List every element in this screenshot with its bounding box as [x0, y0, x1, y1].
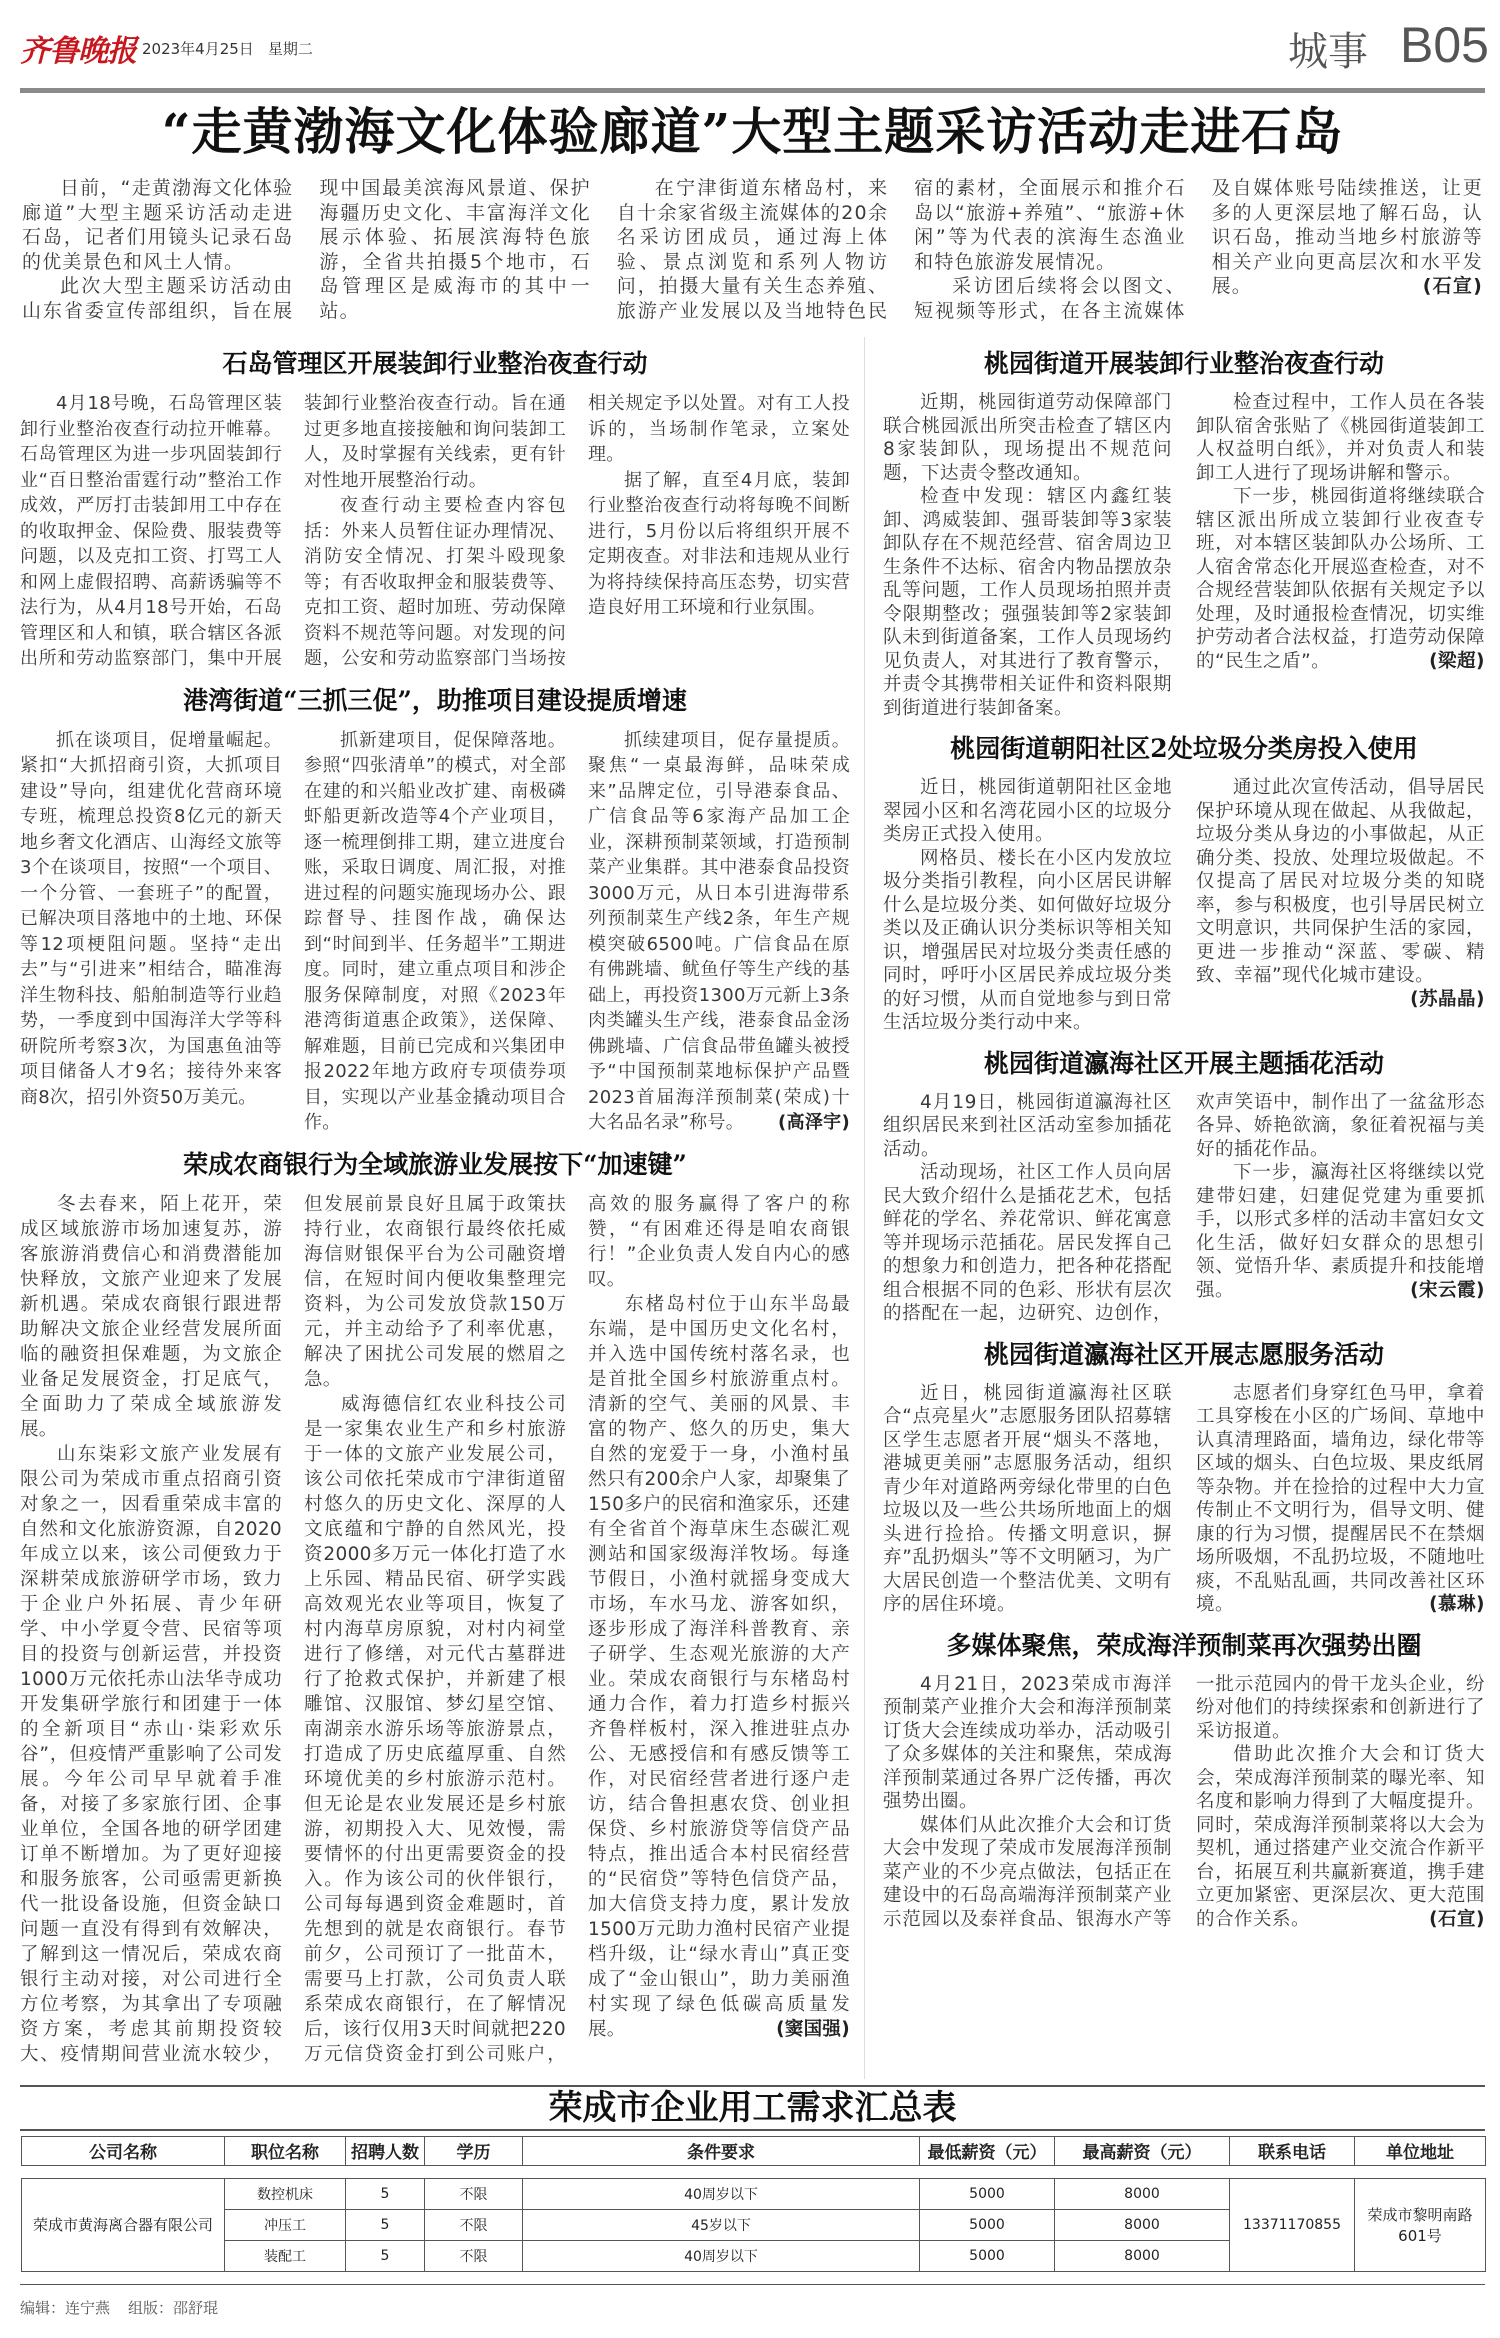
- article-paragraph: [1196, 776, 1485, 1010]
- count-cell: 5: [346, 2209, 425, 2240]
- header-phone: 联系电话: [1230, 2136, 1355, 2165]
- paragraph-text: 东楮岛村位于山东半岛最东端，是中国历史文化名村，并入选中国传统村落名录，也是首批全国乡村旅游重点村。清新的空气、美丽的风景、丰富的物产、悠久的历史，集大自然的宠爱于一身，小渔村虽然只有200余户人家，却聚集了150多户的民宿和渔家乐，还建有全省首个海草床生态碳汇观测站和国家级海洋牧场。每逢节假日，小渔村就摇身变成大市场，车水马龙、游客如织，逐步形成了海洋科普教育、亲子研学、生态观光旅游的大产业。荣成农商银行与东楮岛村通力合作，着力打造乡村振兴齐鲁样板村，深入推进驻点办公、无感授信和有感反馈等工作，对民宿经营者进行逐户走访，结合鲁担惠农贷、创业担保贷、乡村旅游贷等信贷产品特点，推出适合本村民宿经营的“民宿贷”等特色信贷产品，加大信贷支持力度，累计发放1500万元助力渔村民宿产业提档升级，让“绿水青山”真正变成了“金山银山”，助力美丽渔村实现了绿色低碳高质量发展。: [588, 1293, 850, 2040]
- paragraph-text: 近日，桃园街道朝阳社区金地翠园小区和名湾花园小区的垃圾分类房正式投入使用。: [883, 777, 1172, 845]
- garbage-article-body: [883, 776, 1485, 1035]
- position-cell: 冲压工: [225, 2209, 346, 2240]
- count-cell: 5: [346, 2178, 425, 2209]
- max-salary-cell: 8000: [1055, 2240, 1230, 2271]
- article-paragraph: [1196, 1161, 1485, 1302]
- address-cell: 荣成市黎明南路601号: [1355, 2178, 1486, 2271]
- paragraph-text: 据了解，直至4月底，装卸行业整治夜查行动将每晚不间断进行，5月份以后将组织开展不定期夜查。对非法和违规从业行为将持续保持高压态势，切实营造良好用工环境和行业氛围。: [588, 469, 850, 618]
- paragraph-text: 此次大型主题采访活动由山东省委宣传部组织，旨在展现中国最美滨海风景道、保护海疆历史文化、丰富海洋文化展示体验、拓展滨海特色旅游，全省共拍摄5个地市，石岛管理区是威海市的其中一站。: [22, 177, 591, 322]
- taoyuan-loading-title: 桃园街道开展装卸行业整治夜查行动: [983, 349, 1384, 378]
- paragraph-text: 抓新建项目，促保障落地。参照“四张清单”的模式，对全部在建的和兴船业改扩建、南极磷虾船更新改造等4个产业项目，逐一梳理倒排工期，建立进度台账，采取日调度、周汇报，对推进过程的问题实施现场办公、跟踪督导、挂图作战，确保达到“时间到半、任务超半”工期进度。同时，建立重点项目和涉企服务保障制度，对照《2023年港湾街道惠企政策》，送保障、解难题，目前已完成和兴集团申报2022年地方政府专项债券项目，实现以产业基金撬动项目合作。: [304, 729, 566, 1133]
- page-number: B05: [1400, 17, 1489, 73]
- volunteer-article-title: 桃园街道瀛海社区开展志愿服务活动: [983, 1339, 1384, 1369]
- paragraph-text: 日前，“走黄渤海文化体验廊道”大型主题采访活动走进石岛，记者们用镜头记录石岛的优美景色和风土人情。: [22, 177, 294, 273]
- article-paragraph: [588, 728, 850, 1136]
- requirement-cell: 40周岁以下: [523, 2178, 920, 2209]
- header-count: 招聘人数: [346, 2136, 425, 2165]
- gangwan-article-title: 港湾街道“三抓三促”，助推项目建设提质增速: [183, 685, 687, 715]
- paragraph-text: 抓在谈项目，促增量崛起。紧扣“大抓招商引资，大抓项目建设”导向，组建优化营商环境专班，梳理总投资8亿元的新天地乡奢文化酒店、山海经文旅等3个在谈项目，按照“一个项目、一个分管、一套班子”的配置，已解决项目落地中的土地、环保等12项梗阻问题。坚持“走出去”与“引进来”相结合，瞄准海洋生物科技、船舶制造等行业趋势，一季度到中国海洋大学等科研院所考察3次，为国惠鱼油等项目储备人才9名；接待外来客商8次，招引外资50万美元。: [20, 729, 282, 1108]
- article-paragraph: [883, 391, 1172, 485]
- max-salary-cell: 8000: [1055, 2209, 1230, 2240]
- table-title-rule: [20, 2129, 1485, 2131]
- bank-article: [20, 1148, 850, 2067]
- lead-headline: “走黄渤海文化体验廊道”大型主题采访活动走进石岛: [161, 102, 1344, 161]
- article-paragraph: [1196, 391, 1485, 485]
- article-paragraph: [883, 1673, 1172, 1814]
- position-cell: 数控机床: [225, 2178, 346, 2209]
- gangwan-article: [20, 684, 850, 1136]
- article-paragraph: [1196, 1743, 1485, 1931]
- article-paragraph: [1196, 1382, 1485, 1617]
- jobs-table-header: [21, 2136, 1486, 2166]
- weekday-text: 星期二: [267, 40, 313, 58]
- paragraph-text: 通过此次宣传活动，倡导居民保护环境从现在做起、从我做起，垃圾分类从身边的小事做起，从正确分类、投放、处理垃圾做起。不仅提高了居民对垃圾分类的知晓率，参与积极度，也引导居民树立文明意识，共同保护生活的家园，更进一步推动“深蓝、零碳、精致、幸福”现代化城市建设。: [1196, 777, 1485, 986]
- bank-article-body: [20, 1192, 850, 2067]
- volunteer-article: [883, 1338, 1485, 1617]
- paragraph-text: 山东柒彩文旅产业发展有限公司为荣成市重点招商引资对象之一，因看重荣成丰富的自然和文化旅游资源，自2020年成立以来，该公司便致力于深耕荣成旅游研学市场，致力于企业户外拓展、青少年研学、中小学夏令营、民宿等项目的投资与创新运营，并投资1000万元依托赤山法华寺成功开发集研学旅行和团建于一体的全新项目“赤山·柒彩欢乐谷”，但疫情严重影响了公司发展。今年公司早早就着手准备，对接了多家旅行团、企事业单位，全国各地的研学团建订单不断增加。为了更好迎接和服务旅客，公司亟需更新换代一批设备设施，但资金缺口问题一直没有得到有效解决，了解到这一情况后，荣成农商银行主动对接，对公司进行全方位考察，为其拿出了专项融资方案，考虑其前期投资较大、疫情期间营业流水较少，但发展前景良好且属于政策扶持行业，农商银行最终依托威海信财银保平台为公司融资增信，在短时间内便收集整理完资料，为公司发放贷款150万元，并主动给予了利率优惠，解决了困扰公司发展的燃眉之急。: [20, 1193, 566, 2065]
- paragraph-text: 网格员、楼长在小区内发放垃圾分类指引教程，向小区居民讲解什么是垃圾分类、如何做好垃圾分类以及正确认识分类标识等相关知识，增强居民对垃圾分类责任感的同时，呼吁小区居民养成垃圾分类的好习惯，从而自觉地参与到日常生活垃圾分类行动中来。: [883, 847, 1172, 1033]
- jobs-table-title: 荣成市企业用工需求汇总表: [548, 2087, 957, 2128]
- header-education: 学历: [425, 2136, 523, 2165]
- media-article: [883, 1629, 1485, 1932]
- paragraph-text: 活动现场，社区工作人员向居民大致介绍什么是插花艺术，包括鲜花的学名、养花常识、鲜花寓意等并现场示范插花。居民发挥自己的想象力和创造力，把各种花搭配组合根据不同的色彩、形状有层次的搭配在一起，边研究、边创作，欢声笑语中，制作出了一盆盆形态各异、娇艳欲滴，象征着祝福与美好的插花作品。: [883, 1091, 1485, 1324]
- table-bottom-rule: [20, 2284, 1485, 2286]
- article-paragraph: [883, 1382, 1172, 1617]
- garbage-article-title: 桃园街道朝阳社区2处垃圾分类房投入使用: [950, 734, 1418, 763]
- paragraph-text: 近日，桃园街道瀛海社区联合“点亮星火”志愿服务团队招募辖区学生志愿者开展“烟头不落地，港城更美丽”志愿服务活动，组织青少年对道路两旁绿化带里的白色垃圾以及一些公共场所地面上的烟头进行捡拾。传播文明意识，摒弃”乱扔烟头”等不文明陋习，为广大居民创造一个整洁优美、文明有序的居住环境。: [883, 1382, 1172, 1615]
- header-requirement: 条件要求: [523, 2136, 920, 2165]
- paragraph-text: 下一步，桃园街道将继续联合辖区派出所成立装卸行业夜查专班，对本辖区装卸队办公场所、工人宿舍常态化开展巡查检查，对不合规经营装卸队依据有关规定予以处理，及时通报检查情况，切实维护劳动者合法权益，打造劳动保障的“民生之盾”。: [1196, 486, 1485, 672]
- paragraph-text: 抓续建项目，促存量提质。聚焦“一桌最海鲜，品味荣成来”品牌定位，引导港泰食品、广信食品等6家海产品加工企业，深耕预制菜领域，打造预制菜产业集群。其中港泰食品投资3000万元，从日本引进海带系列预制菜生产线2条，年生产规模突破6500吨。广信食品在原有佛跳墙、鱿鱼仔等生产线的基础上，再投资1300万元新上3条肉类罐头生产线，港泰食品金汤佛跳墙、广信食品带鱼罐头被授予“中国预制菜地标保护产品暨2023首届海洋预制菜(荣成)十大名品名录”称号。: [588, 729, 850, 1133]
- min-salary-cell: 5000: [920, 2209, 1055, 2240]
- editor-credit: 编辑：连宁燕: [20, 2299, 111, 2317]
- paragraph-text: 检查过程中，工作人员在各装卸队宿舍张贴了《桃园街道装卸工人权益明白纸》，并对负责人和装卸工人进行了现场讲解和警示。: [1196, 392, 1485, 484]
- article-byline: (窦国强): [776, 2018, 850, 2040]
- lead-article-body: [20, 176, 1485, 323]
- left-column: [20, 337, 865, 2079]
- flowers-article-title: 桃园街道瀛海社区开展主题插花活动: [983, 1048, 1384, 1078]
- article-paragraph: [883, 1091, 1172, 1162]
- header-position: 职位名称: [225, 2136, 346, 2165]
- gangwan-article-body: [20, 728, 850, 1136]
- education-cell: 不限: [425, 2209, 523, 2240]
- header-max-salary: 最高薪资（元）: [1055, 2136, 1230, 2165]
- education-cell: 不限: [425, 2178, 523, 2209]
- article-byline: (苏晶晶): [1410, 988, 1485, 1010]
- article-paragraph: [588, 1292, 850, 2042]
- paragraph-text: 采访团后续将会以图文、短视频等形式，在各主流媒体及自媒体账号陆续推送，让更多的人更深层地了解石岛，认识石岛，推动当地乡村旅游等相关产业向更高层次和水平发展。: [914, 177, 1483, 322]
- shidao-article-title: 石岛管理区开展装卸行业整治夜查行动: [222, 349, 648, 378]
- min-salary-cell: 5000: [920, 2240, 1055, 2271]
- article-paragraph: [22, 176, 293, 274]
- article-paragraph: [20, 728, 282, 1111]
- layout-credit: 组版：邵舒琨: [128, 2299, 219, 2317]
- flowers-article-body: [883, 1091, 1485, 1326]
- requirement-cell: 40周岁以下: [523, 2240, 920, 2271]
- paragraph-text: 4月18号晚，石岛管理区装卸行业整治夜查行动拉开帷幕。石岛管理区为进一步巩固装卸行业“百日整治雷霆行动”整治工作成效，严厉打击装卸用工中存在的收取押金、保险费、服装费等问题，以及克扣工资、打骂工人和网上虚假招聘、高薪诱骗等不法行为，从4月18号开始，石岛管理区和人和镇，联合辖区各派出所和劳动监察部门，集中开展装卸行业整治夜查行动。旨在通过更多地直接接触和询问装卸工人，及时掌握有关线索，更有针对性地开展整治行动。: [20, 393, 566, 669]
- paragraph-text: 媒体们从此次推介大会和订货大会中发现了荣成市发展海洋预制菜产业的不少亮点做法，包括正在建设中的石岛高端海洋预制菜产业示范园以及泰祥食品、银海水产等一批示范园内的骨干龙头企业，纷纷对他们的持续探索和创新进行了采访报道。: [883, 1673, 1485, 1930]
- table-row: [22, 2178, 1486, 2209]
- paragraph-text: 下一步，瀛海社区将继续以党建带妇建，妇建促党建为重要抓手，以形式多样的活动丰富妇女文化生活，做好妇女群众的思想引领、觉悟升华、素质提升和技能增强。: [1196, 1162, 1485, 1301]
- footer-credits: [20, 2297, 1485, 2338]
- volunteer-article-body: [883, 1382, 1485, 1617]
- article-byline: (慕琳): [1429, 1594, 1485, 1615]
- bank-article-title: 荣成农商银行为全域旅游业发展按下“加速键”: [183, 1149, 687, 1179]
- article-paragraph: [883, 847, 1172, 1035]
- paragraph-text: 4月19日，桃园街道瀛海社区组织居民来到社区活动室参加插花活动。: [883, 1091, 1172, 1160]
- education-cell: 不限: [425, 2240, 523, 2271]
- garbage-article: [883, 732, 1485, 1035]
- paragraph-text: 威海德信红农业科技公司是一家集农业生产和乡村旅游于一体的文旅产业发展公司，该公司依托荣成市宁津街道留村悠久的历史文化、深厚的人文底蕴和宁静的自然风光，投资2000多万元一体化打造了水上乐园、精品民宿、研学实践高效观光农业等项目，恢复了村内海草房原貌，对村内祠堂进行了修缮，对元代古墓群进行了抢救式保护，并新建了根雕馆、汉服馆、梦幻星空馆、南湖亲水游乐场等旅游景点，打造成了历史底蕴厚重、自然环境优美的乡村旅游示范村。但无论是农业发展还是乡村旅游，初期投入大、见效慢，需要情怀的付出更需要资金的投入。作为该公司的伙伴银行，公司每每遇到资金难题时，首先想到的就是农商银行。春节前夕，公司预订了一批苗木，需要马上打款，公司负责人联系荣成农商银行，在了解情况后，该行仅用3天时间就把220万元信贷资金打到公司账户，高效的服务赢得了客户的称赞，“有困难还得是咱农商银行！”企业负责人发自内心的感叹。: [304, 1193, 850, 2065]
- article-paragraph: [1196, 485, 1485, 673]
- header-min-salary: 最低薪资（元）: [920, 2136, 1055, 2165]
- max-salary-cell: 8000: [1055, 2178, 1230, 2209]
- phone-cell: 13371170855: [1230, 2178, 1355, 2271]
- requirement-cell: 45岁以下: [523, 2209, 920, 2240]
- paragraph-text: 近期，桃园街道劳动保障部门联合桃园派出所突击检查了辖区内8家装卸队，现场提出不规范问题，下达责令整改通知。: [883, 392, 1172, 484]
- article-paragraph: [883, 776, 1172, 847]
- taoyuan-loading-article: [883, 347, 1485, 720]
- company-name: 荣成市黄海离合器有限公司: [22, 2178, 225, 2271]
- count-cell: 5: [346, 2240, 425, 2271]
- right-column: [865, 337, 1485, 2079]
- article-paragraph: [588, 468, 850, 621]
- paragraph-text: 冬去春来，陌上花开，荣成区域旅游市场加速复苏，游客旅游消费信心和消费潜能加快释放，文旅产业迎来了发展新机遇。荣成农商银行跟进帮助解决文旅企业经营发展所面临的融资担保难题，为文旅企业备足发展资金，打足底气，全面助力了荣成全域旅游发展。: [20, 1193, 282, 1440]
- paragraph-text: 4月21日，2023荣成市海洋预制菜产业推介大会和海洋预制菜订货大会连续成功举办，活动吸引了众多媒体的关注和聚焦，荣成海洋预制菜通过各界广泛传播，再次强势出圈。: [883, 1673, 1172, 1812]
- article-paragraph: [304, 728, 566, 1136]
- flowers-article: [883, 1047, 1485, 1326]
- date-text: 2023年4月25日: [142, 40, 254, 58]
- media-article-body: [883, 1673, 1485, 1932]
- min-salary-cell: 5000: [920, 2178, 1055, 2209]
- header-address: 单位地址: [1355, 2136, 1486, 2165]
- paragraph-text: 借助此次推介大会和订货大会，荣成海洋预制菜的曝光率、知名度和影响力得到了大幅度提升。同时，荣成海洋预制菜将以大会为契机，通过搭建产业交流合作新平台，拓展互利共赢新赛道，携手建立更加紧密、更深层次、更大范围的合作关系。: [1196, 1744, 1485, 1930]
- position-cell: 装配工: [225, 2240, 346, 2271]
- article-byline: (梁超): [1429, 650, 1485, 672]
- newspaper-logo: 齐鲁晚报: [20, 34, 136, 69]
- article-byline: (宋云霞): [1410, 1279, 1485, 1301]
- article-byline: (石宣): [1422, 275, 1483, 297]
- article-paragraph: [883, 485, 1172, 720]
- paragraph-text: 志愿者们身穿红色马甲，拿着工具穿梭在小区的广场间、草地中认真清理路面，墙角边，绿化带等区域的烟头、白色垃圾、果皮纸屑等杂物。并在捡拾的过程中大力宣传制止不文明行为，倡导文明、健康的行为习惯，提醒居民不在禁烟场所吸烟，不乱扔垃圾，不随地吐痰，不乱贴乱画，共同改善社区环境。: [1196, 1382, 1485, 1615]
- paragraph-text: 在宁津街道东楮岛村，来自十余家省级主流媒体的20余名采访团成员，通过海上体验、景点浏览和系列人物访问，拍摄大量有关生态养殖、旅游产业发展以及当地特色民宿的素材，全面展示和推介石岛以“旅游+养殖”、“旅游+休闲”等为代表的滨海生态渔业和特色旅游发展情况。: [616, 177, 1186, 322]
- table-header-row: [22, 2136, 1486, 2165]
- article-paragraph: [20, 1192, 282, 1442]
- shidao-article-body: [20, 391, 850, 672]
- article-byline: (高泽宇): [778, 1112, 850, 1133]
- paragraph-text: 检查中发现：辖区内鑫红装卸、鸿威装卸、强哥装卸等3家装卸队存在不规范经营、宿舍周边卫生条件不达标、宿舍内物品摆放杂乱等问题，工作人员现场拍照并责令限期整改；强强装卸等2家装卸队未到街道备案，工作人员现场约见负责人，对其进行了教育警示，并责令其携带相关证件和资料限期到街道进行装卸备案。: [883, 486, 1172, 719]
- article-grid: [20, 337, 1485, 2079]
- article-byline: (石宣): [1429, 1908, 1485, 1930]
- jobs-table-body: [21, 2178, 1486, 2272]
- media-article-title: 多媒体聚焦，荣成海洋预制菜再次强势出圈: [946, 1630, 1422, 1660]
- header-company: 公司名称: [22, 2136, 225, 2165]
- section-name: 城事: [1288, 29, 1368, 75]
- shidao-article: [20, 347, 850, 672]
- paragraph-text: 夜查行动主要检查内容包括：外来人员暂住证办理情况、消防安全情况、打架斗殴现象等；有否收取押金和服装费等、克扣工资、超时加班、劳动保障资料不规范等问题。对发现的问题，公安和劳动监察部门当场按相关规定予以处置。对有工人投诉的，当场制作笔录，立案处理。: [304, 393, 850, 669]
- taoyuan-loading-body: [883, 391, 1485, 720]
